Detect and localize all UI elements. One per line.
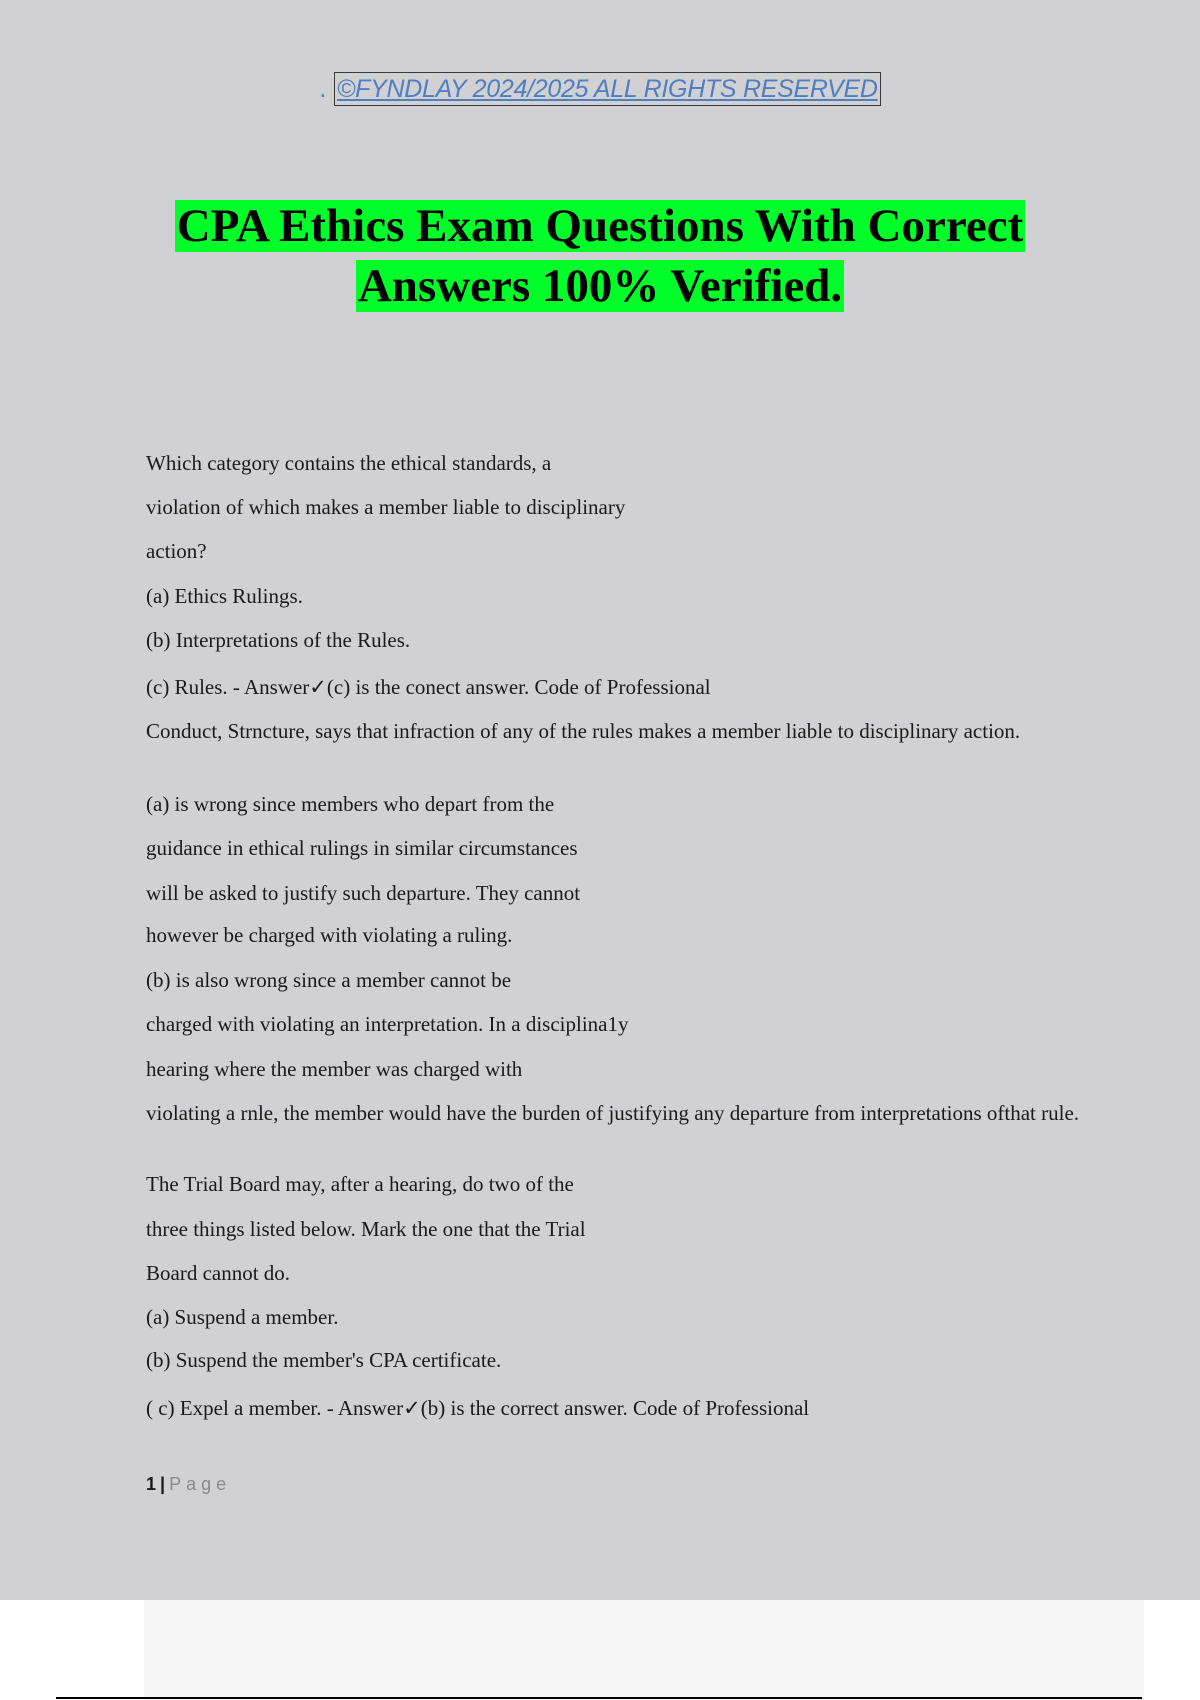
body-line: ( c) Expel a member. - Answer✓(b) is the correct answer. Code of Professional: [146, 1396, 810, 1420]
bottom-divider: [56, 1697, 1142, 1699]
body-line: three things listed below. Mark the one that the Trial: [146, 1217, 586, 1241]
body-line: (a) Ethics Rulings.: [146, 584, 303, 608]
body-line: action?: [146, 539, 207, 563]
copyright-header: [0, 72, 1200, 106]
body-line: Conduct, Strncture, says that infraction of any of the rules makes a member liable to disciplinary action.: [146, 719, 1021, 743]
copyright-notice: ©FYNDLAY 2024/2025 ALL RIGHTS RESERVED: [334, 72, 881, 106]
next-page-preview: [144, 1600, 1144, 1700]
body-line: violation of which makes a member liable to disciplinary: [146, 495, 626, 519]
page-label: Page: [169, 1474, 232, 1494]
header-dot: .: [319, 75, 327, 103]
body-line: hearing where the member was charged with: [146, 1057, 523, 1081]
body-line: will be asked to justify such departure. They cannot: [146, 881, 581, 905]
body-line: Board cannot do.: [146, 1261, 291, 1285]
body-line: (c) Rules. - Answer✓(c) is the conect answer. Code of Professional: [146, 675, 711, 699]
body-line: (a) Suspend a member.: [146, 1305, 339, 1329]
body-line: Which category contains the ethical standards, a: [146, 451, 552, 475]
body-line: (b) Interpretations of the Rules.: [146, 628, 411, 652]
page-footer: [146, 1474, 231, 1495]
title-line-1: CPA Ethics Exam Questions With Correct: [176, 200, 1024, 252]
body-line: charged with violating an interpretation. In a disciplina1y: [146, 1012, 629, 1036]
body-line: The Trial Board may, after a hearing, do two of the: [146, 1172, 574, 1196]
body-line: violating a rnle, the member would have the burden of justifying any departure from interpretations ofthat rule.: [146, 1101, 1080, 1125]
title-line-2: Answers 100% Verified.: [357, 260, 843, 312]
body-line: guidance in ethical rulings in similar circumstances: [146, 836, 578, 860]
body-line: (b) is also wrong since a member cannot be: [146, 968, 512, 992]
document-title: [100, 196, 1100, 316]
page-number: 1: [146, 1474, 157, 1494]
page-separator: |: [160, 1474, 166, 1494]
body-line: (b) Suspend the member's CPA certificate.: [146, 1348, 502, 1372]
body-line: however be charged with violating a ruling.: [146, 923, 513, 947]
body-line: (a) is wrong since members who depart from the: [146, 792, 555, 816]
